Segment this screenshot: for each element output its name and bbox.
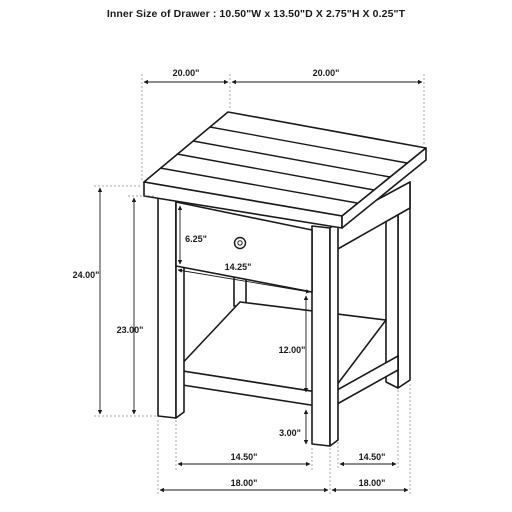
label-drawer-height: 6.25" — [185, 234, 207, 244]
label-base-width-front: 18.00" — [230, 478, 258, 488]
label-inner-width-front: 14.50" — [230, 452, 258, 462]
front-left-leg — [158, 198, 176, 418]
front-right-leg — [312, 226, 330, 446]
label-top-depth: 20.00" — [312, 68, 340, 78]
end-table-illustration — [144, 112, 426, 446]
label-leg-height: 23.00" — [116, 325, 144, 335]
label-shelf-clearance: 12.00" — [278, 345, 306, 355]
label-top-width: 20.00" — [172, 68, 200, 78]
label-drawer-width: 14.25" — [224, 262, 252, 272]
label-total-height: 24.00" — [72, 270, 100, 280]
label-base-width-side: 18.00" — [358, 478, 386, 488]
label-floor-clearance: 3.00" — [279, 428, 301, 438]
label-inner-width-side: 14.50" — [358, 452, 386, 462]
drawer-inner-size-caption: Inner Size of Drawer : 10.50"W x 13.50"D X 2.75"H X 0.25"T — [106, 8, 406, 20]
front-right-leg-side — [330, 222, 338, 446]
